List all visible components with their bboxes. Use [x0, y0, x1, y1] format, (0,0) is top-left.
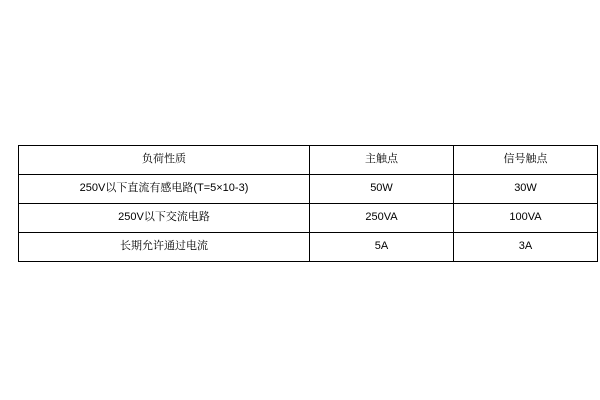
table-header-cell-main-contact: 主触点 [310, 146, 454, 175]
table-cell-main-contact: 250VA [310, 204, 454, 233]
table-header-cell-load-nature: 负荷性质 [19, 146, 310, 175]
table-cell-signal-contact: 100VA [454, 204, 598, 233]
table-cell-load-nature: 长期允许通过电流 [19, 233, 310, 262]
table-row [19, 233, 598, 262]
table-cell-main-contact: 50W [310, 175, 454, 204]
table-cell-main-contact: 5A [310, 233, 454, 262]
table-cell-signal-contact: 30W [454, 175, 598, 204]
table-cell-signal-contact: 3A [454, 233, 598, 262]
table-header-row [19, 146, 598, 175]
table-header [19, 146, 598, 175]
table-row [19, 175, 598, 204]
table-cell-load-nature: 250V以下直流有感电路(T=5×10-3) [19, 175, 310, 204]
table-row [19, 204, 598, 233]
contact-rating-table [18, 145, 598, 262]
table-body [19, 175, 598, 262]
table-header-cell-signal-contact: 信号触点 [454, 146, 598, 175]
spec-table-container [18, 145, 582, 262]
table-cell-load-nature: 250V以下交流电路 [19, 204, 310, 233]
